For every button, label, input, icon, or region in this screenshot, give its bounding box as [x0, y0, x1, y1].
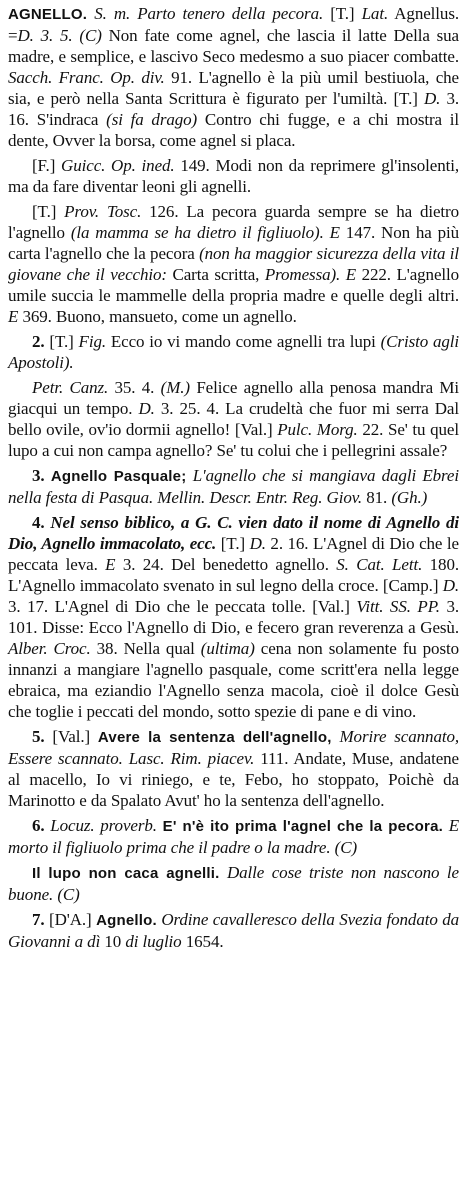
ref: E	[8, 307, 19, 326]
ref-num: 126.	[149, 202, 179, 221]
ref: D. 3. 5.	[17, 26, 73, 45]
ref-num: 180.	[429, 555, 459, 574]
source-tag: (Gh.)	[391, 488, 428, 507]
sense-number: 7.	[32, 910, 45, 929]
quote: Ecco io vi mando come agnelli tra lupi	[110, 332, 376, 351]
ref: Guicc. Op. ined.	[61, 156, 175, 175]
ref-num: 3. 101.	[8, 597, 460, 637]
quote: S'indraca	[36, 110, 99, 129]
definition: Ordine cavalleresco della Svezia fondato da Giovanni a dì	[8, 910, 460, 951]
ref-num: 369.	[22, 307, 52, 326]
ref: Prov. Tosc.	[64, 202, 142, 221]
sublemma: E' n'è ito prima l'agnel che la pecora.	[162, 818, 443, 835]
ref: Fig.	[78, 332, 107, 351]
quote: L'Agnello immacolato svenato in sul legno della croce.	[8, 576, 379, 595]
ref: Mellin. Descr. Entr. Reg. Giov.	[157, 488, 363, 507]
ref: E	[329, 223, 340, 242]
source-tag: [Camp.]	[382, 576, 439, 595]
ref: Petr. Canz.	[32, 378, 109, 397]
source-tag: (M.)	[160, 378, 190, 397]
ref-num: 3. 17.	[8, 597, 49, 616]
gloss: (la mamma se ha dietro il figliuolo).	[70, 223, 324, 242]
sense-heading: Nel senso biblico, a G. C. vien dato il nome di Agnello di Dio, Agnello immacolato, ecc.	[8, 513, 459, 553]
ref-num: 2. 16.	[270, 534, 309, 553]
definition: E morto il figliuolo prima che il padre o la madre.	[8, 816, 459, 857]
ref: Pulc. Morg.	[277, 420, 358, 439]
lat-word: Agnellus.	[394, 4, 459, 23]
ref-num: 22.	[362, 420, 384, 439]
sense-2	[8, 331, 459, 373]
gloss: (ultima)	[200, 639, 255, 658]
sublemma: Avere la sentenza dell'agnello,	[97, 729, 332, 746]
ref: Alber. Croc.	[8, 639, 91, 658]
quote: La pecora guarda sempre se ha dietro l'agnello	[8, 202, 459, 242]
sense-5	[8, 726, 459, 811]
sublemma: Agnello Pasquale;	[50, 468, 187, 485]
quote: Non ha più carta l'agnello che la pecora	[8, 223, 460, 263]
source-tag: [Val.]	[234, 420, 273, 439]
gloss: (si fa drago)	[106, 110, 198, 129]
quote: Nella qual	[123, 639, 195, 658]
sense-number: 4.	[32, 513, 45, 532]
ref: Lasc. Rim. piacev.	[128, 749, 255, 768]
definition: Parto tenero della pecora.	[137, 4, 324, 23]
quote: Andate, Muse, andatene al macello, Io vi riniego, e te, Febo, ho stoppato, Poichè da Marinotto e da Spalato Avut' ho la sentenza dell'agnello.	[8, 749, 459, 810]
gender: S. m.	[94, 4, 131, 23]
source-tag: (C)	[57, 885, 80, 904]
ref-num: 3. 24.	[122, 555, 164, 574]
sense-number: 3.	[32, 466, 45, 485]
date-day: 10	[104, 932, 122, 951]
ref: E	[105, 555, 116, 574]
lat-abbr: Lat.	[361, 4, 389, 23]
source-tag: [T.]	[32, 202, 57, 221]
ref-num: 35. 4.	[114, 378, 155, 397]
ref-num: 38.	[96, 639, 118, 658]
quote: Se' tu quel lupo a cui non campa agnello? Se' tu colui che i pellegrini assale?	[8, 420, 459, 460]
date-month: luglio	[142, 932, 182, 951]
quote: Modi non da reprimere gl'insolenti, ma da fare diventar leoni gli agnelli.	[8, 156, 460, 196]
ref-num: 91.	[171, 68, 193, 87]
ref-num: 81.	[366, 488, 388, 507]
quote: Felice agnello alla penosa mandra Mi giacqui un tempo.	[8, 378, 459, 418]
gloss: (non ha maggior sicurezza della vita il giovane che il vecchio:	[8, 244, 459, 284]
ref: Locuz. proverb.	[50, 816, 157, 835]
source-tag: [T.]	[330, 4, 355, 23]
sense-4	[8, 512, 459, 722]
source-tag: [D'A.]	[49, 910, 92, 929]
ref: D.	[442, 576, 460, 595]
definition: L'agnello che si mangiava dagli Ebrei nella festa di Pasqua.	[8, 466, 459, 507]
sense-2-quotes	[8, 377, 459, 461]
ref-num: 3. 25. 4.	[160, 399, 220, 418]
definition: di	[125, 932, 139, 951]
sense-6	[8, 815, 459, 858]
equals: =	[8, 26, 18, 45]
source-tag: [Val.]	[52, 727, 91, 746]
headword: AGNELLO.	[8, 6, 88, 23]
sublemma: Agnello.	[96, 912, 157, 929]
source-tag: (C)	[334, 838, 358, 857]
ref-num: 222.	[361, 265, 391, 284]
quote: cena non solamente fu posto innanzi a mangiare l'agnello pasquale, come scritt'era nella legge ebraica, ma eziandio l'Agnello senza macola, cioè il dolce Gesù che toglie i peccati del mondo, sotto spezie di pane e di vino.	[8, 639, 459, 721]
ref: E	[345, 265, 357, 284]
date-year: 1654.	[185, 932, 224, 951]
source-tag: [T.]	[393, 89, 418, 108]
definition: Morire scannato, Essere scannato.	[8, 727, 460, 768]
sense-3	[8, 465, 459, 508]
ref: D.	[249, 534, 266, 553]
gloss: Promessa).	[264, 265, 341, 284]
quote: L'agnello umile succia le mammelle della propria madre e quelle degli altri.	[8, 265, 460, 305]
sense-guicc	[8, 155, 459, 197]
source-tag: (C)	[79, 26, 102, 45]
quote: Carta scritta,	[172, 265, 260, 284]
source-tag: [F.]	[32, 156, 56, 175]
quote: L'Agnel di Dio che le peccata tolle.	[54, 597, 306, 616]
entry-agnello	[8, 3, 459, 151]
ref: D.	[423, 89, 441, 108]
ref: Vitt. SS. PP.	[356, 597, 440, 616]
ref-num: 111.	[260, 749, 289, 768]
sense-number: 6.	[32, 816, 45, 835]
sublemma: Il lupo non caca agnelli.	[32, 865, 220, 882]
quote: Buono, mansueto, come un agnello.	[55, 307, 297, 326]
quote: Disse: Ecco l'Agnello di Dio, e fecero gran reverenza a Gesù.	[42, 618, 459, 637]
gloss: (Cristo agli Apostoli).	[8, 332, 459, 372]
ref: D.	[138, 399, 155, 418]
quote: Contro chi fugge, e a chi mostra il dente, Ovver la borsa, come agnel si placa.	[8, 110, 460, 150]
quote: La crudeltà che fuor mi serra Dal bello ovile, ov'io dormii agnello!	[8, 399, 459, 439]
quote: L'agnello è la più umil bestiuola, che sia, e però nella Santa Scrittura è figurato per l'umiltà.	[8, 68, 459, 108]
quote: Non fate come agnel, che lascia il latte Della sua madre, e semplice, e lascivo Seco medesmo a suo piacer combatte.	[8, 26, 459, 66]
source-tag: [Val.]	[312, 597, 350, 616]
source-tag: [T.]	[49, 332, 74, 351]
quote: Del benedetto agnello.	[171, 555, 329, 574]
source-tag: [T.]	[220, 534, 246, 553]
ref: Sacch. Franc. Op. div.	[8, 68, 165, 87]
sense-number: 2.	[32, 332, 45, 351]
quote: L'Agnel di Dio che le peccata leva.	[8, 534, 459, 574]
sense-6b	[8, 862, 459, 905]
ref-num: 147.	[345, 223, 376, 242]
ref-num: 3. 16.	[8, 89, 460, 129]
sense-7	[8, 909, 459, 952]
sense-number: 5.	[32, 727, 45, 746]
ref: S. Cat. Lett.	[336, 555, 423, 574]
definition: Dalle cose triste non nascono le buone.	[8, 863, 460, 904]
sense-proverbs	[8, 201, 459, 327]
ref-num: 149.	[180, 156, 210, 175]
